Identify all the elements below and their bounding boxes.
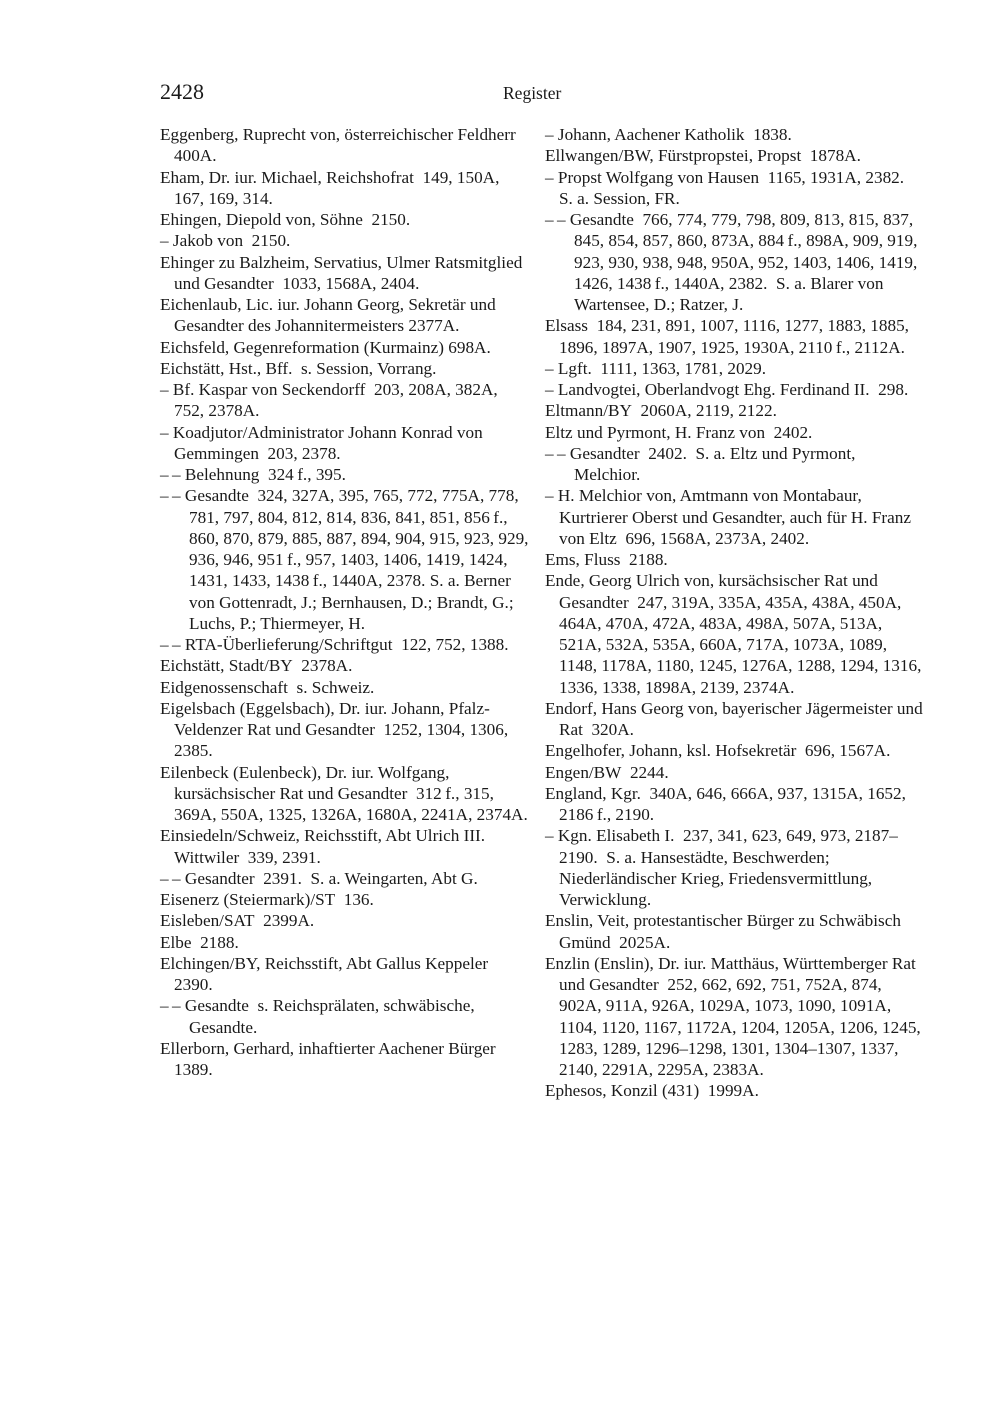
index-entry: Eichenlaub, Lic. iur. Johann Georg, Sekretär und Gesandter des Johannitermeisters 2377A. bbox=[160, 295, 496, 336]
index-entry: Eichsfeld, Gegenreformation (Kurmainz) 698A. bbox=[160, 337, 491, 357]
index-entry: Eigelsbach (Eggelsbach), Dr. iur. Johann, Pfalz-Veldenzer Rat und Gesandter 1252, 1304, 1306, 2385. bbox=[160, 698, 509, 761]
index-column-right bbox=[545, 124, 925, 1102]
index-entry: Elchingen/BY, Reichsstift, Abt Gallus Keppeler 2390. bbox=[160, 953, 493, 994]
index-subentry: – – Gesandte 324, 327A, 395, 765, 772, 775A, 778, 781, 797, 804, 812, 814, 836, 841, 851, 856 f., 860, 870, 879, 885, 887, 894, 904, 915, 923, 929, 936, 946, 951 f., 957, 1403, 1406, 1419, 1424, 1431, 1433, 1438 f., 1440A, 2378. S. a. Berner von Gottenradt, J.; Bernhausen, D.; Brandt, G.; Luchs, P.; Thiermeyer, H. bbox=[160, 486, 529, 633]
index-entry: Enslin, Veit, protestantischer Bürger zu Schwäbisch Gmünd 2025A. bbox=[545, 911, 901, 952]
index-entry: Ellerborn, Gerhard, inhaftierter Aachener Bürger 1389. bbox=[160, 1038, 500, 1079]
index-subentry: – H. Melchior von, Amtmann von Montabaur, Kurtrierer Oberst und Gesandter, auch für H. Franz von Eltz 696, 1568A, 2373A, 2402. bbox=[545, 486, 911, 548]
index-subentry: – Lgft. 1111, 1363, 1781, 2029. bbox=[545, 358, 767, 378]
index-subentry: – – Gesandter 2402. S. a. Eltz und Pyrmont, Melchior. bbox=[545, 443, 856, 484]
index-entry: Enzlin (Enslin), Dr. iur. Matthäus, Württemberger Rat und Gesandter 252, 662, 692, 751, 752A, 874, 902A, 911A, 926A, 1029A, 1073, 1090, 1091A, 1104, 1120, 1167, 1172A, 1204, 1205A, 1206, 1245, 1283, 1289, 1296–1298, 1301, 1304–1307, 1337, 2140, 2291A, 2295A, 2383A. bbox=[545, 953, 921, 1079]
index-entry: Eltz und Pyrmont, H. Franz von 2402. bbox=[545, 422, 813, 442]
index-entry: Engelhofer, Johann, ksl. Hofsekretär 696, 1567A. bbox=[545, 741, 891, 761]
index-column-left bbox=[160, 124, 532, 1080]
index-subentry: – Jakob von 2150. bbox=[160, 231, 291, 251]
index-entry: Einsiedeln/Schweiz, Reichsstift, Abt Ulrich III. Wittwiler 339, 2391. bbox=[160, 826, 486, 867]
index-entry: Eichstätt, Stadt/BY 2378A. bbox=[160, 656, 353, 676]
index-entry: Ems, Fluss 2188. bbox=[545, 550, 668, 569]
index-subentry: – Bf. Kaspar von Seckendorff 203, 208A, 382A, 752, 2378A. bbox=[160, 380, 498, 421]
index-entry: Eisleben/SAT 2399A. bbox=[160, 911, 315, 931]
index-entry: Eltmann/BY 2060A, 2119, 2122. bbox=[545, 401, 777, 421]
index-subentry: – – Gesandte s. Reichsprälaten, schwäbische, Gesandte. bbox=[160, 996, 475, 1037]
index-entry: Ehingen, Diepold von, Söhne 2150. bbox=[160, 210, 411, 229]
index-entry: Eham, Dr. iur. Michael, Reichshofrat 149, 150A, 167, 169, 314. bbox=[160, 167, 500, 208]
index-entry: Eidgenossenschaft s. Schweiz. bbox=[160, 677, 375, 697]
index-entry: Eilenbeck (Eulenbeck), Dr. iur. Wolfgang, kursächsischer Rat und Gesandter 312 f., 315, 369A, 550A, 1325, 1326A, 1680A, 2241A, 2374A. bbox=[160, 762, 528, 824]
index-entry: Endorf, Hans Georg von, bayerischer Jägermeister und Rat 320A. bbox=[545, 698, 923, 739]
index-entry: Ende, Georg Ulrich von, kursächsischer Rat und Gesandter 247, 319A, 335A, 435A, 438A, 450A, 464A, 470A, 472A, 483A, 498A, 507A, 513A, 521A, 532A, 535A, 660A, 717A, 1073A, 1089, 1148, 1178A, 1180, 1245, 1276A, 1288, 1294, 1316, 1336, 1338, 1898A, 2139, 2374A. bbox=[545, 571, 922, 697]
running-head: Register bbox=[503, 83, 562, 103]
index-subentry: – Johann, Aachener Katholik 1838. bbox=[545, 125, 792, 144]
index-entry: Eisenerz (Steiermark)/ST 136. bbox=[160, 890, 374, 909]
index-entry: England, Kgr. 340A, 646, 666A, 937, 1315A, 1652, 2186 f., 2190. bbox=[545, 783, 906, 824]
index-subentry: – – Gesandter 2391. S. a. Weingarten, Abt G. bbox=[160, 868, 478, 888]
index-entry: Engen/BW 2244. bbox=[545, 762, 669, 782]
index-entry: Ephesos, Konzil (431) 1999A. bbox=[545, 1081, 759, 1101]
index-entry: Elsass 184, 231, 891, 1007, 1116, 1277, 1883, 1885, 1896, 1897A, 1907, 1925, 1930A, 2110 f., 2112A. bbox=[545, 316, 909, 357]
index-subentry: – Propst Wolfgang von Hausen 1165, 1931A, 2382. S. a. Session, FR. bbox=[545, 167, 909, 208]
index-subentry: – – RTA-Überlieferung/Schriftgut 122, 752, 1388. bbox=[160, 635, 509, 654]
index-entry: Eichstätt, Hst., Bff. s. Session, Vorrang. bbox=[160, 358, 437, 378]
page-number: 2428 bbox=[160, 79, 204, 104]
index-subentry: – – Belehnung 324 f., 395. bbox=[160, 465, 346, 484]
index-entry: Eggenberg, Ruprecht von, österreichischer Feldherr 400A. bbox=[160, 125, 521, 166]
index-entry: Ehinger zu Balzheim, Servatius, Ulmer Ratsmitglied und Gesandter 1033, 1568A, 2404. bbox=[160, 252, 523, 293]
index-entry: Ellwangen/BW, Fürstpropstei, Propst 1878A. bbox=[545, 146, 861, 166]
index-subentry: – Kgn. Elisabeth I. 237, 341, 623, 649, 973, 2187–2190. S. a. Hansestädte, Beschwerden; Niederländischer Krieg, Friedensvermittlung, Verwicklung. bbox=[545, 826, 898, 909]
index-subentry: – Landvogtei, Oberlandvogt Ehg. Ferdinand II. 298. bbox=[545, 380, 909, 399]
index-entry: Elbe 2188. bbox=[160, 932, 239, 952]
index-subentry: – Koadjutor/Administrator Johann Konrad von Gemmingen 203, 2378. bbox=[160, 422, 483, 463]
index-subentry: – – Gesandte 766, 774, 779, 798, 809, 813, 815, 837, 845, 854, 857, 860, 873A, 884 f., 898A, 909, 919, 923, 930, 938, 948, 950A, 952, 1403, 1406, 1419, 1426, 1438 f., 1440A, 2382. S. a. Blarer von Wartensee, D.; Ratzer, J. bbox=[545, 210, 918, 314]
